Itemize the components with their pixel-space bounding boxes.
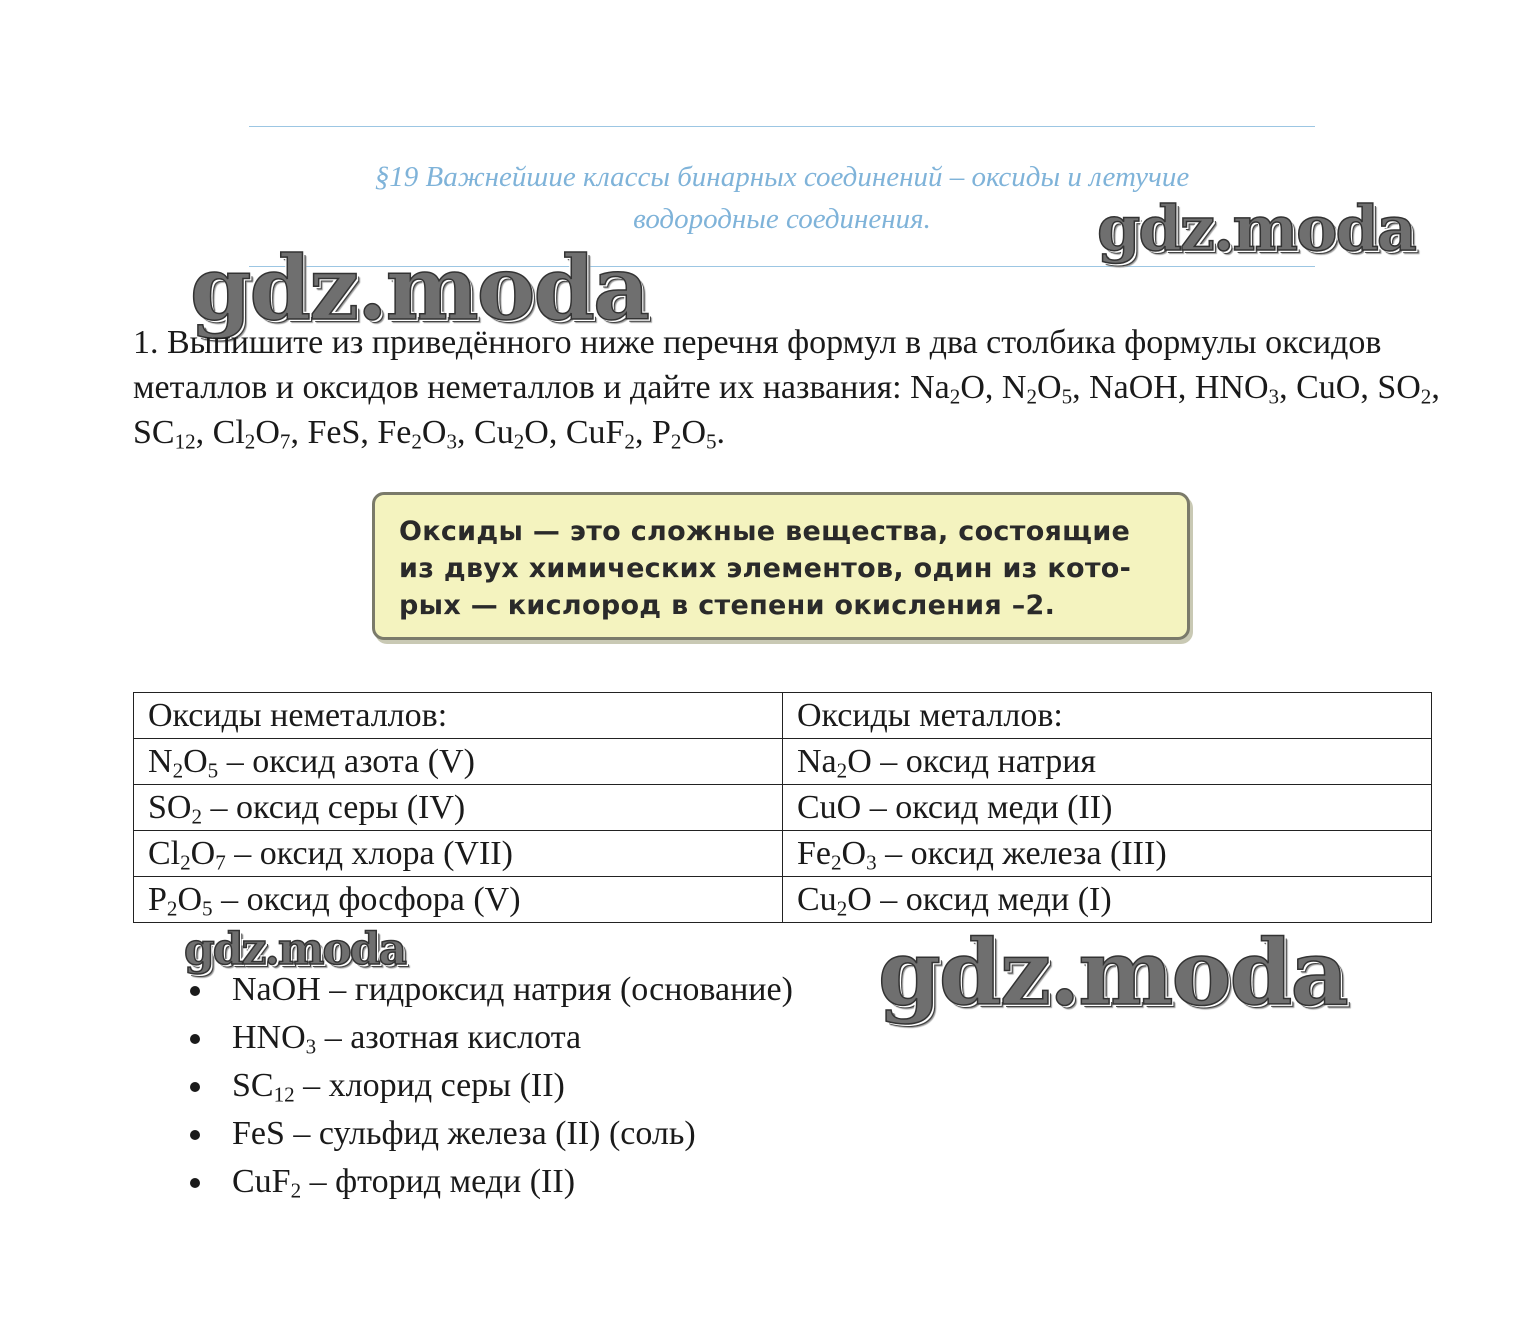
definition-line: рых — кислород в степени окисления –2.	[399, 590, 1056, 621]
watermark-logo: gdz.moda	[878, 920, 1347, 1026]
other-compounds-list	[190, 966, 793, 1206]
watermark-logo: gdz.moda	[1097, 192, 1415, 265]
table-row	[134, 739, 1432, 785]
task-number: 1.	[133, 324, 159, 361]
table-cell: $Fe_2O_3$ – оксид железа (III)	[783, 831, 1432, 877]
watermark-logo: gdz.moda	[190, 236, 649, 340]
formula: $Na_2O$	[910, 369, 985, 409]
table-header-row	[134, 693, 1432, 739]
section-header-line2: водородные соединения.	[633, 203, 931, 235]
list-item: FeS – сульфид железа (II) (соль)	[190, 1110, 793, 1158]
list-item: $SC_{12}$ – хлорид серы (II)	[190, 1062, 793, 1110]
task-statement	[133, 320, 1443, 455]
formula: $Cl_2O_7$	[212, 414, 291, 454]
formula: $Fe_2O_3$	[377, 414, 458, 454]
oxides-table	[133, 692, 1432, 923]
watermark-logo: gdz.moda	[184, 924, 406, 975]
definition-box	[372, 492, 1190, 640]
definition-line: Оксиды — это сложные вещества, состоящие	[399, 516, 1131, 547]
table-cell: $SO_2$ – оксид серы (IV)	[134, 785, 783, 831]
table-cell: $N_2O_5$ – оксид азота (V)	[134, 739, 783, 785]
task-formula-list: $Na_2O$, $N_2O_5$, NaOH, $HNO_3$, CuO, $SO_2$, $SC_{12}$, $Cl_2O_7$, FeS, $Fe_2O_3$, $Cu_2O$, CuF$_2$, $P_2O_5$.	[133, 369, 1440, 454]
table-cell: $Na_2O$ – оксид натрия	[783, 739, 1432, 785]
table-row	[134, 877, 1432, 923]
header-metal-oxides: Оксиды металлов:	[783, 693, 1432, 739]
table-row	[134, 831, 1432, 877]
formula: CuO	[1296, 369, 1361, 406]
formula: $SO_2$	[1377, 369, 1432, 409]
formula: $HNO_3$	[1194, 369, 1280, 409]
section-header-line1: §19 Важнейшие классы бинарных соединений – оксиды и летучие	[374, 161, 1190, 193]
formula: $P_2O_5$	[651, 414, 717, 454]
table-cell: $Cl_2O_7$ – оксид хлора (VII)	[134, 831, 783, 877]
header-rule-top	[249, 126, 1315, 127]
header-nonmetal-oxides: Оксиды неметаллов:	[134, 693, 783, 739]
table-cell: CuO – оксид меди (II)	[783, 785, 1432, 831]
formula: $Cu_2O$	[474, 414, 549, 454]
formula: $SC_{12}$	[133, 414, 196, 454]
list-item: CuF$_2$ – фторид меди (II)	[190, 1158, 793, 1206]
formula: CuF$_2$	[565, 414, 635, 454]
definition-line: из двух химических элементов, один из кото-	[399, 553, 1132, 584]
formula: FeS	[307, 414, 361, 451]
table-cell: $Cu_2O$ – оксид меди (I)	[783, 877, 1432, 923]
list-item: $HNO_3$ – азотная кислота	[190, 1014, 793, 1062]
formula: $N_2O_5$	[1001, 369, 1073, 409]
table-cell: $P_2O_5$ – оксид фосфора (V)	[134, 877, 783, 923]
formula: NaOH	[1089, 369, 1178, 406]
table-row	[134, 785, 1432, 831]
task-text: Выпишите из приведённого ниже перечня формул в два столбика формулы оксидов металлов и оксидов неметаллов и дайте их названия:	[133, 324, 1382, 406]
list-item: NaOH – гидроксид натрия (основание)	[190, 966, 793, 1014]
